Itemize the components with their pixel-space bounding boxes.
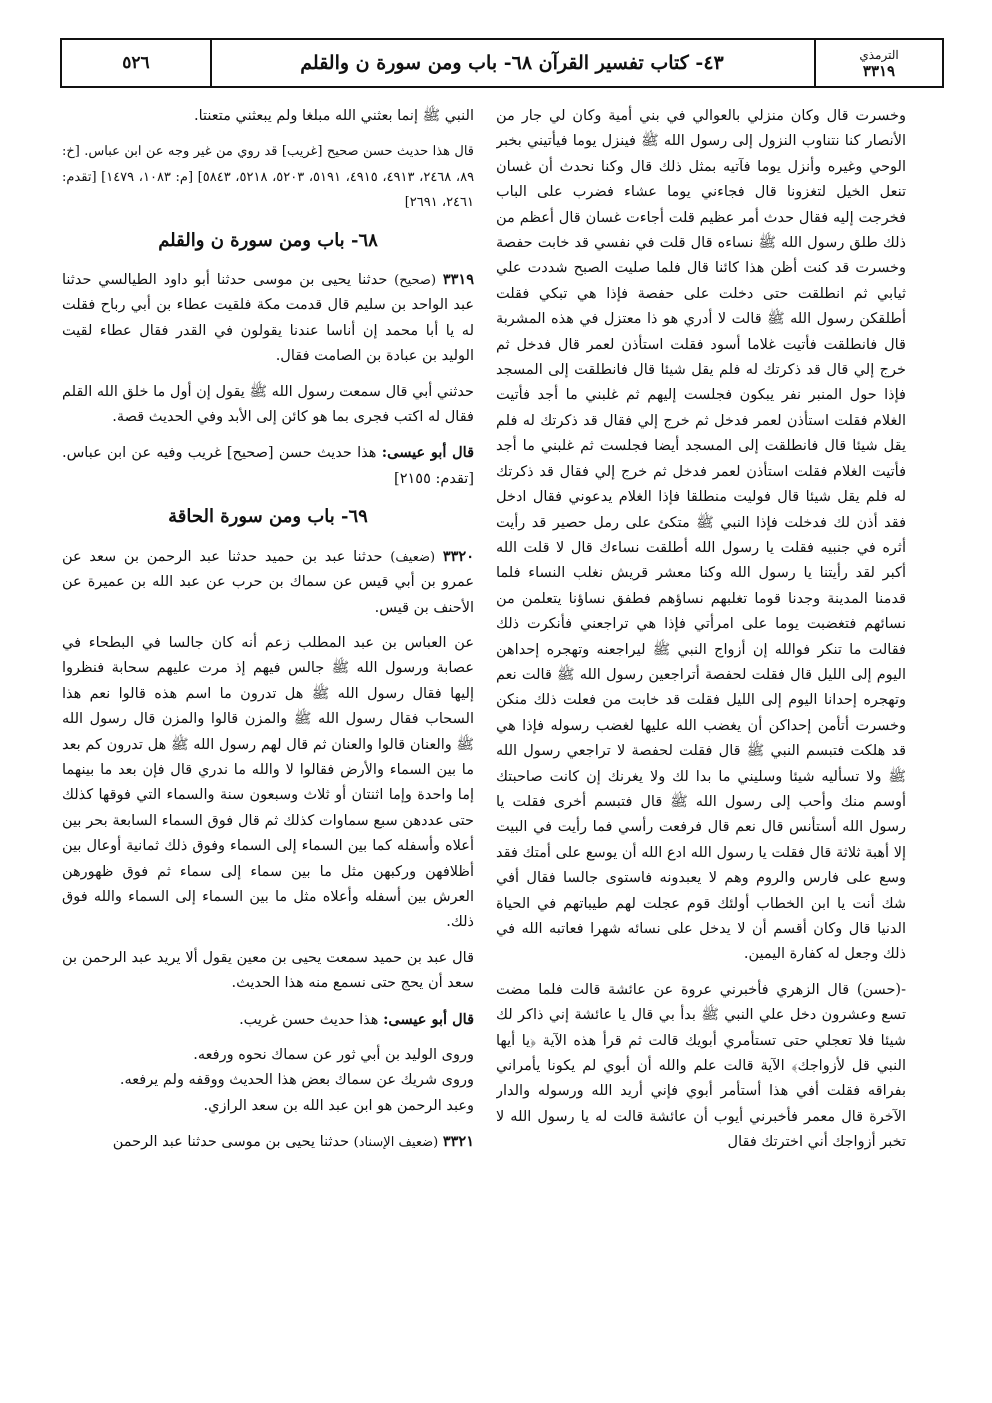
- hadith-text: حدثنا عبد بن حميد حدثنا عبد الرحمن بن سعد عن عمرو بن أبي قيس عن سماك بن حرب عن عبد الله بن عميرة عن الأحنف بن قيس.: [62, 548, 474, 616]
- abu-isa-note: [62, 440, 474, 492]
- book-label-box: [814, 40, 942, 86]
- section-heading-69: ٦٩- باب ومن سورة الحاقة: [168, 506, 368, 528]
- abu-isa-label: قال أبو عيسى:: [383, 1010, 474, 1028]
- hadith-number: ٣٣١٩: [442, 271, 474, 289]
- paragraph: -(حسن) قال الزهري فأخبرني عروة عن عائشة قالت فلما مضت تسع وعشرون دخل علي النبي ﷺ بدأ بي قال يا عائشة إني ذاكر لك شيئا فلا تعجلي حتى تستأمري أبويك قالت ثم قرأ هذه الآية ﴿يا أيها النبي قل لأزواجك﴾ الآية قالت علم والله أن أبوي لم يكونا يأمراني بفراقه فقلت أفي هذا أستأمر أبوي فإني أريد الله ورسوله والدار الآخرة قال معمر فأخبرني أيوب أن عائشة قالت له يا رسول الله لا تخبر أزواجك أني اخترتك فقال: [496, 981, 906, 1151]
- book-label: الترمذي: [859, 48, 899, 62]
- paragraph: وخسرت قال وكان منزلي بالعوالي في بني أمية وكان لي جار من الأنصار كنا نتناوب النزول إلى رسول الله ﷺ فينزل يوما فيأتيني بخبر الوحي وغيره وأنزل يوما فآتيه بمثل ذلك قال وكنا نحدث أن غسان تنعل الخيل لتغزونا قال فجاءني يوما عشاء فضرب على الباب فخرجت إليه فقال حدث أمر عظيم قلت أجاءت غسان قال أعظم من ذلك طلق رسول الله ﷺ نساءه قال قلت في نفسي قد خابت حفصة وخسرت قد كنت أظن هذا كائنا قال فلما صليت الصبح شددت علي ثيابي ثم انطلقت حتى دخلت على حفصة فإذا هي تبكي فقلت أطلقكن رسول الله ﷺ قالت لا أدري هو ذا معتزل في هذه المشربة قال فانطلقت فأتيت غلاما أسود فقلت استأذن لعمر قال فدخل ثم خرج إلي قال قد ذكرتك له فلم يقل شيئا قال فانطلقت إلى المسجد فإذا حول المنبر نفر يبكون فجلست إليهم ثم غلبني ما أجد فأتيت الغلام فقلت استأذن لعمر فدخل ثم خرج إلي فقال قد ذكرتك له فلم يقل شيئا قال فانطلقت إلى المسجد أيضا فجلست ثم غلبني ما أجد فأتيت الغلام فقلت استأذن لعمر فدخل ثم خرج إلي فقال قد ذكرتك له فلم يقل شيئا قال فوليت منطلقا فإذا الغلام يدعوني فقال ادخل فقد أذن لك فدخلت فإذا النبي ﷺ متكئ على رمل حصير قد رأيت أثره في جنبيه فقلت يا رسول الله أطلقت نساءك قال لا قلت الله أكبر لقد رأيتنا يا رسول الله وكنا معشر قريش نغلب النساء فلما قدمنا المدينة وجدنا قوما تغلبهم نساؤهم فطفق نساؤنا يتعلمن من نسائهم فتغضبت يوما على امرأتي فإذا هي تراجعني فأنكرت ذلك فقالت ما تنكر فوالله إن أزواج النبي ﷺ ليراجعنه وتهجره إحداهن اليوم إلى الليل قال فقلت لحفصة أتراجعين رسول الله ﷺ قالت نعم وتهجره إحدانا اليوم إلى الليل فقلت قد خابت من فعلت ذلك منكن وخسرت أتأمن إحداكن أن يغضب الله عليها لغضب رسوله فإذا هي قد هلكت فتبسم النبي ﷺ قال فقلت لحفصة لا تراجعي رسول الله ﷺ ولا تسأليه شيئا وسليني ما بدا لك ولا يغرنك إن كانت صاحبتك أوسم منك وأحب إلى رسول الله ﷺ قال فتبسم أخرى فقلت يا رسول الله أستأنس قال نعم قال فرفعت رأسي فما رأيت في البيت إلا أهبة ثلاثة قال فقلت يا رسول الله ادع الله أن يوسع على أمتك فقد وسع على فارس والروم وهم لا يعبدونه فاستوى جالسا فقال أفي شك أنت يا ابن الخطاب أولئك قوم عجلت لهم طيباتهم في الحياة الدنيا قال وكان أقسم أن لا يدخل على نسائه شهرا فعاتبه الله في ذلك وجعل له كفارة اليمين.: [496, 108, 906, 963]
- hadith-number: ٣٣٢٠: [442, 547, 474, 565]
- hadith-grade: (صحيح): [394, 273, 437, 289]
- hadith-3319: [62, 267, 474, 370]
- paragraph: وروى الوليد بن أبي ثور عن سماك نحوه ورفعه.: [193, 1047, 474, 1063]
- paragraph: حدثني أبي قال سمعت رسول الله ﷺ يقول إن أول ما خلق الله القلم فقال له اكتب فجرى بما هو كائن إلى الأبد وفي الحديث قصة.: [62, 383, 474, 426]
- hadith-3321: [62, 1129, 474, 1155]
- chapter-title: ٤٣- كتاب تفسير القرآن ٦٨- باب ومن سورة ن والقلم: [300, 52, 724, 74]
- hadith-text: حدثنا يحيى بن موسى حدثنا أبو داود الطيالسي حدثنا عبد الواحد بن سليم قال قدمت مكة فلقيت عطاء بن أبي رباح فقلت له يا أبا محمد إن أناسا عندنا يقولون في القدر فقال عطاء لقيت الوليد بن عبادة بن الصامت فقال.: [62, 272, 474, 365]
- page-number: ٥٢٦: [62, 40, 212, 86]
- abu-isa-note: [62, 1007, 474, 1033]
- paragraph: وروى شريك عن سماك بعض هذا الحديث ووقفه ولم يرفعه.: [119, 1072, 474, 1089]
- paragraph: قال عبد بن حميد سمعت يحيى بن معين يقول ألا يريد عبد الرحمن بن سعد أن يحج حتى نسمع منه هذا الحديث.: [62, 949, 474, 992]
- right-column: [496, 104, 906, 1304]
- paragraph: عن العباس بن عبد المطلب زعم أنه كان جالسا في البطحاء في عصابة ورسول الله ﷺ جالس فيهم إذ مرت عليهم سحابة فنظروا إليها فقال رسول الله ﷺ هل تدرون ما اسم هذه قالوا نعم هذا السحاب فقال رسول الله ﷺ والمزن قالوا والمزن قال رسول الله ﷺ والعنان قالوا والعنان ثم قال لهم رسول الله ﷺ هل تدرون كم بعد ما بين السماء والأرض فقالوا لا والله ما ندري قال فإن بعد ما بينهما إما واحدة وإما اثنتان أو ثلاث وسبعون سنة والسماء التي فوقها كذلك حتى عددهن سبع سماوات كذلك ثم قال فوق السماء السابعة بحر بين أعلاه وأسفله كما بين السماء إلى السماء وفوق ذلك ثمانية أوعال بين أظلافهن وركبهن مثل ما بين سماء إلى سماء ثم فوق ظهورهن العرش بين أسفله وأعلاه مثل ما بين السماء إلى السماء والله فوق ذلك.: [62, 634, 474, 931]
- left-column: [62, 104, 474, 1304]
- hadith-3320: [62, 544, 474, 621]
- hadith-grade: (ضعيف الإسناد): [353, 1135, 439, 1151]
- hadith-text: حدثنا يحيى بن موسى حدثنا عبد الرحمن: [112, 1134, 350, 1151]
- page-header: [60, 38, 944, 88]
- paragraph: النبي ﷺ إنما بعثني الله مبلغا ولم يبعثني متعنتا.: [193, 108, 474, 124]
- grading-note: قال هذا حديث حسن صحيح [غريب] قد روي من غير وجه عن ابن عباس. [خ: ٨٩، ٢٤٦٨، ٤٩١٣، ٤٩١٥، ٥١٩١، ٥٢٠٣، ٥٢١٨، ٥٨٤٣] [م: ١٠٨٣، ١٤٧٩] [تقدم: ٢٤٦١، ٢٦٩١]: [62, 144, 474, 211]
- abu-isa-text: هذا حديث حسن غريب.: [239, 1011, 379, 1028]
- hadith-number: ٣٣٢١: [442, 1133, 474, 1151]
- hadith-range: ٣٣١٩: [862, 62, 896, 80]
- paragraph: وعبد الرحمن هو ابن عبد الله بن سعد الرازي.: [203, 1097, 474, 1114]
- section-heading-68: ٦٨- باب ومن سورة ن والقلم: [158, 229, 378, 251]
- hadith-grade: (ضعيف): [390, 549, 436, 565]
- abu-isa-label: قال أبو عيسى:: [381, 444, 474, 462]
- abu-isa-text: هذا حديث حسن [صحيح] غريب وفيه عن ابن عباس. [تقدم: ٢١٥٥]: [62, 445, 474, 487]
